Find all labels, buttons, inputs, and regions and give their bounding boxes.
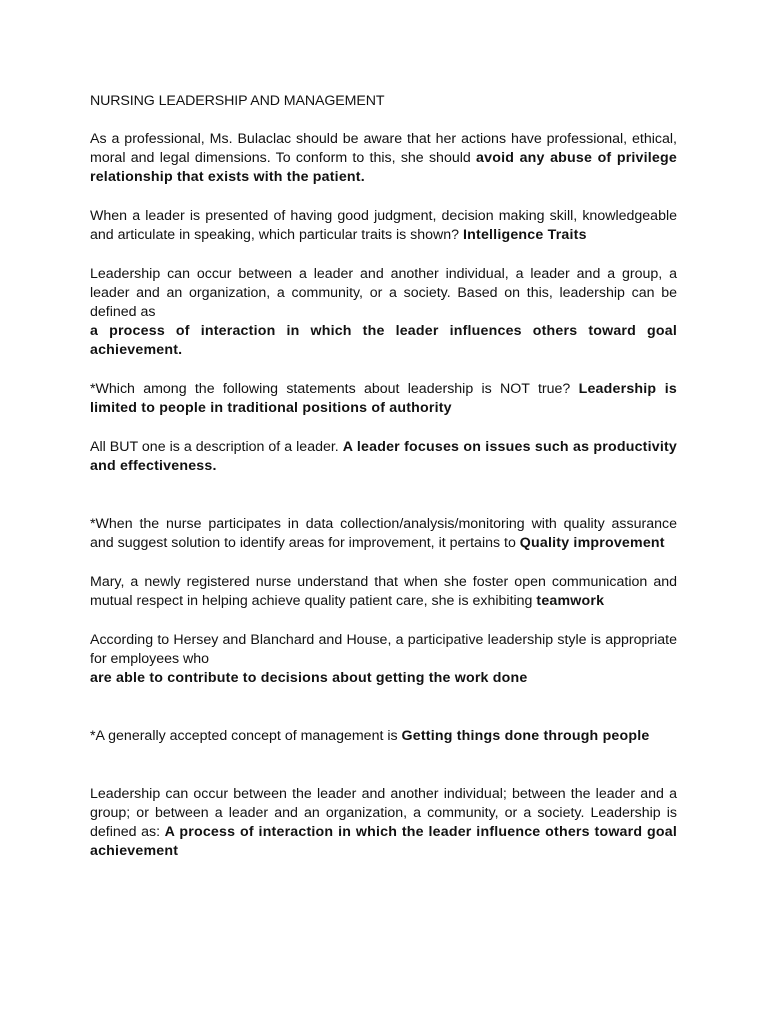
question-text: According to Hersey and Blanchard and House, a participative leadership style is appropriate for employees who [90, 632, 677, 667]
answer-text: A leader focuses on issues such as productivity and effectiveness. [90, 439, 677, 474]
question-text: When a leader is presented of having good judgment, decision making skill, knowledgeable and articulate in speaking, which particular traits is shown? [90, 208, 677, 243]
paragraph-1 [90, 130, 677, 187]
question-text: As a professional, Ms. Bulaclac should be aware that her actions have professional, ethical, moral and legal dimensions. To conform to this, she should [90, 131, 677, 166]
paragraph-7 [90, 573, 677, 611]
question-text: All BUT one is a description of a leader. [90, 439, 343, 455]
paragraph-9 [90, 727, 677, 746]
answer-text: A process of interaction in which the leader influence others toward goal achievement [90, 824, 677, 859]
document-title: NURSING LEADERSHIP AND MANAGEMENT [90, 93, 385, 109]
answer-text: Intelligence Traits [463, 227, 587, 243]
question-text: Leadership can occur between a leader and another individual, a leader and a group, a leader and an organization, a community, or a society. Based on this, leadership can be defined as [90, 266, 677, 320]
paragraph-5 [90, 438, 677, 476]
paragraph-3 [90, 265, 677, 360]
answer-text: are able to contribute to decisions about getting the work done [90, 670, 528, 686]
document-content [90, 92, 677, 881]
question-text: Mary, a newly registered nurse understand that when she foster open communication and mutual respect in helping achieve quality patient care, she is exhibiting [90, 574, 677, 609]
paragraph-10 [90, 785, 677, 861]
paragraph-4 [90, 380, 677, 418]
answer-text: a process of interaction in which the leader influences others toward goal achievement. [90, 323, 677, 358]
question-text: *A generally accepted concept of management is [90, 728, 402, 744]
paragraph-6 [90, 515, 677, 553]
paragraph-2 [90, 207, 677, 245]
paragraph-8 [90, 631, 677, 688]
answer-text: avoid any abuse of privilege relationship that exists with the patient. [90, 150, 677, 185]
question-text: Leadership can occur between the leader and another individual; between the leader and a group; or between a leader and an organization, a community, or a society. Leadership is defined as: [90, 786, 677, 840]
question-text: *Which among the following statements about leadership is NOT true? [90, 381, 579, 397]
answer-text: Quality improvement [519, 535, 665, 551]
answer-text: Leadership is limited to people in traditional positions of authority [90, 381, 677, 416]
answer-text: teamwork [536, 593, 605, 609]
question-text: *When the nurse participates in data collection/analysis/monitoring with quality assurance and suggest solution to identify areas for improvement, it pertains to [90, 516, 677, 551]
answer-text: Getting things done through people [401, 728, 650, 744]
